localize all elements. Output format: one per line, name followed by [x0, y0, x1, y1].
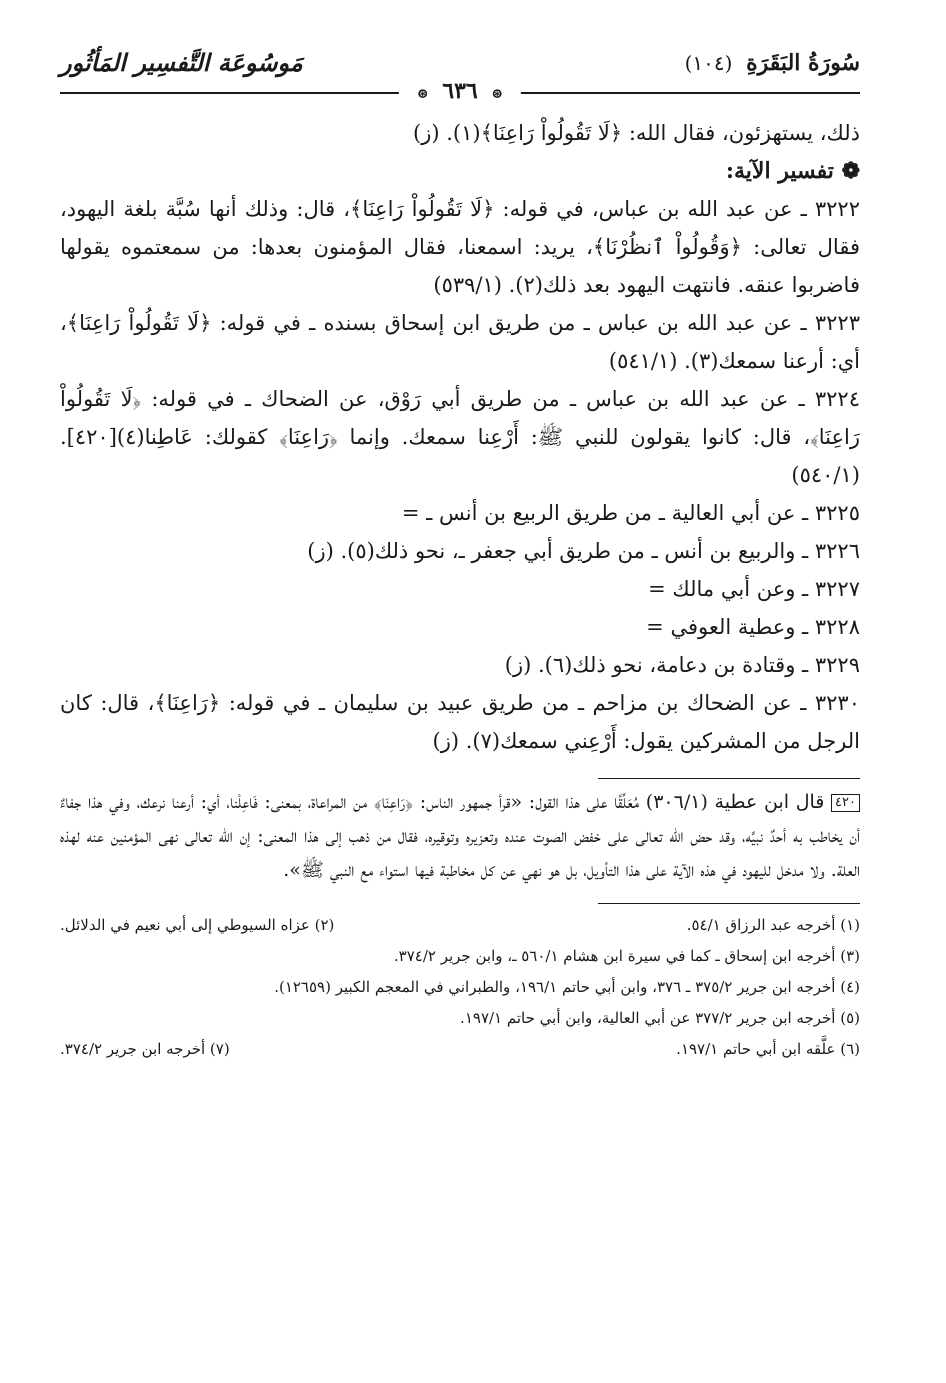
footnote-2: (٢) عزاه السيوطي إلى أبي نعيم في الدلائل.: [60, 916, 335, 934]
main-text: [60, 114, 860, 760]
commentary-note: [60, 785, 860, 887]
section-heading: ❁ تفسير الآية:: [725, 158, 860, 184]
comment-separator: [598, 778, 860, 779]
ornament-icon: ⊛: [416, 86, 429, 102]
entry-3225: ٣٢٢٥ ـ عن أبي العالية ـ من طريق الربيع بن أنس ـ =: [401, 501, 860, 525]
footnote-5: (٥) أخرجه ابن جرير ٣٧٧/٢ عن أبي العالية، وابن أبي حاتم ١٩٧/١.: [460, 1009, 860, 1027]
footnote-row: [60, 910, 860, 941]
surah-name: سُورَةُ البَقَرَةِ: [746, 50, 860, 76]
book-page: [60, 40, 860, 1065]
entry-3229: ٣٢٢٩ ـ وقتادة بن دعامة، نحو ذلك(٦). (ز): [504, 653, 860, 677]
ornament-icon: ⊛: [491, 86, 504, 102]
footnote-row: [60, 1034, 860, 1065]
entry-3226: ٣٢٢٦ ـ والربيع بن أنس ـ من طريق أبي جعفر ـ، نحو ذلك(٥). (ز): [307, 539, 860, 563]
intro-paragraph: ذلك، يستهزئون، فقال الله: ﴿لَا تَقُولُواْ رَاعِنَا﴾(١). (ز): [413, 121, 860, 145]
footnotes: [60, 910, 860, 1065]
footnote-1: (١) أخرجه عبد الرزاق ٥٤/١.: [686, 916, 860, 934]
entry-3227: ٣٢٢٧ ـ وعن أبي مالك =: [648, 577, 860, 601]
ayah-number: (١٠٤): [684, 51, 733, 75]
entry-3228: ٣٢٢٨ ـ وعطية العوفي =: [646, 615, 860, 639]
entry-3230: ٣٢٣٠ ـ عن الضحاك بن مزاحم ـ من طريق عبيد بن سليمان ـ في قوله: ﴿رَاعِنَا﴾، قال: كان الرجل من المشركين يقول: أَرْعِني سمعك(٧). (ز): [60, 691, 860, 753]
entry-3223: ٣٢٢٣ ـ عن عبد الله بن عباس ـ من طريق ابن إسحاق بسنده ـ في قوله: ﴿لَا تَقُولُواْ رَاعِنَا﴾، أي: أرعنا سمعك(٣). (٥٤١/١): [60, 311, 860, 373]
footnote-separator: [598, 903, 860, 904]
entry-3224: ٣٢٢٤ ـ عن عبد الله بن عباس ـ من طريق أبي رَوْق، عن الضحاك ـ في قوله: ﴿لَا تَقُولُواْ رَاعِنَا﴾، قال: كانوا يقولون للنبي ﷺ: أَرْعِنا سمعك. وإنما ﴿رَاعِنَا﴾ كقولك: عَاطِنا(٤)[٤٢٠]. (٥٤٠/١): [60, 387, 860, 487]
page-number: [399, 78, 521, 104]
footnote-7: (٧) أخرجه ابن جرير ٣٧٤/٢.: [60, 1040, 230, 1058]
page-header: [60, 40, 860, 104]
comment-text: قال ابن عطية (٣٠٦/١) مُعَلِّقًا على هذا القول: «قرأ جمهور الناس: ﴿رَاعِنَا﴾ من المراعاة، بمعنى: فَاعِلْنا، أي: أرعنا نرعك، وفي هذا جفاءٌ أن يخاطب به أحدٌ نبيَّه، وقد حض الله تعالى على خفض الصوت عنده وتعزيره وتوقيره، فقال من ذهب إلى هذا المعنى: إن الله تعالى نهى المؤمنين عنه لهذه العلة. ولا مدخل لليهود في هذه الآية على هذا التأويل، بل هو نهي عن كل مخاطبة فيها استواء مع النبي ﷺ».: [60, 791, 860, 881]
book-title: مَوسُوعَة التَّفسِير المَأثُور: [60, 48, 303, 77]
comment-number-box: ٤٢٠: [831, 794, 860, 812]
footnote-6: (٦) علَّقه ابن أبي حاتم ١٩٧/١.: [676, 1040, 860, 1058]
surah-title: [685, 50, 860, 76]
page-number-value: ٦٣٦: [442, 78, 478, 104]
footnote-3: (٣) أخرجه ابن إسحاق ـ كما في سيرة ابن هشام ٥٦٠/١ ـ، وابن جرير ٣٧٤/٢.: [393, 947, 860, 965]
footnote-4: (٤) أخرجه ابن جرير ٣٧٥/٢ ـ ٣٧٦، وابن أبي حاتم ١٩٦/١، والطبراني في المعجم الكبير (١٢٦٥٩).: [274, 978, 860, 996]
entry-3222: ٣٢٢٢ ـ عن عبد الله بن عباس، في قوله: ﴿لَا تَقُولُواْ رَاعِنَا﴾، قال: وذلك أنها سُبَّة بلغة اليهود، فقال تعالى: ﴿وَقُولُواْ ٱنظُرْنَا﴾، يريد: اسمعنا، فقال المؤمنون بعدها: من سمعتموه يقولها فاضربوا عنقه. فانتهت اليهود بعد ذلك(٢). (٥٣٩/١): [60, 197, 860, 297]
